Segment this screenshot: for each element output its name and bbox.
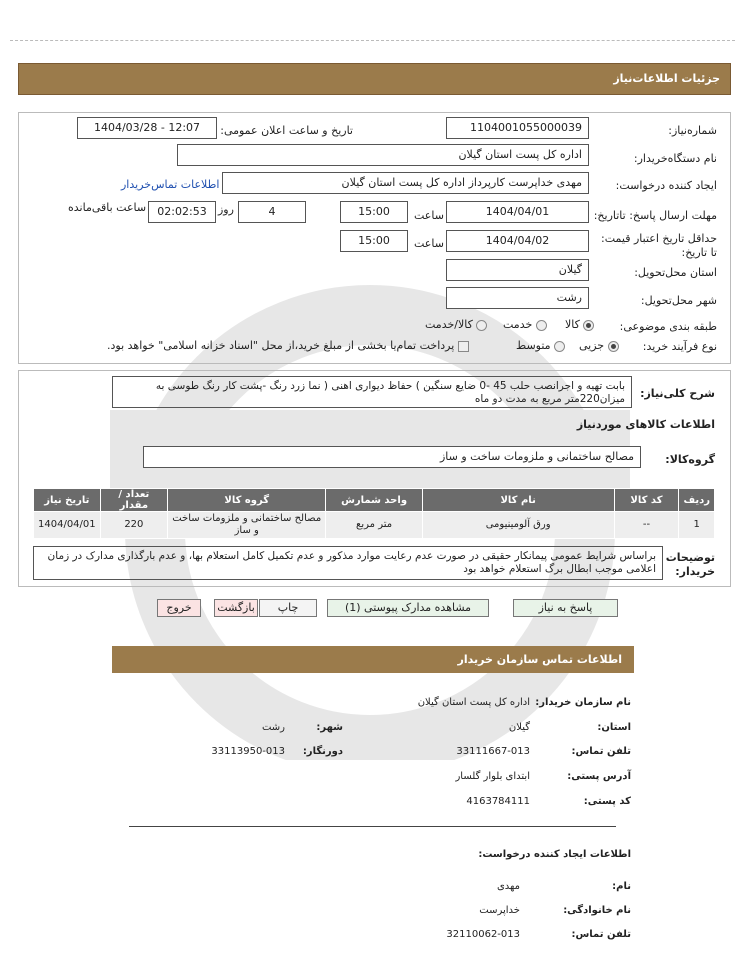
goods-table [33,488,715,539]
creator-label: ایجاد کننده درخواست: [615,179,717,192]
deadline-hour-label: ساعت [414,209,444,222]
exit-button[interactable]: خروج [157,599,201,617]
contact-postal-value: 4163784111 [466,796,530,807]
radio-icon [554,341,565,352]
cell-group: مصالح ساختمانی و ملزومات ساخت و ساز [168,512,326,539]
buyer-notes-field: براساس شرایط عمومی پیمانکار حقیقی در صورت عدم رعایت موارد مذکور و عدم تکمیل کامل استعلام بها، و عدم بارگذاری مدارک در زمان اعلامی موجب ابطال برگ استعلام خواهد بود [33,546,663,580]
contact-address-value: ابتدای بلوار گلسار [455,771,530,782]
back-button[interactable]: بازگشت [214,599,258,617]
remaining-label: ساعت باقی‌مانده [68,201,147,214]
radio-icon [476,320,487,331]
goods-info-label: اطلاعات کالاهای موردنیاز [576,418,715,431]
contact-header [112,646,634,673]
process-option-medium[interactable]: متوسط [516,339,565,352]
city-label: شهر محل‌تحویل: [640,294,717,307]
buyer-org-field: اداره کل پست استان گیلان [177,144,589,166]
col-name-header: نام کالا [422,489,614,512]
radio-selected-icon [583,320,594,331]
creator-info-title: اطلاعات ایجاد کننده درخواست: [478,849,631,860]
cell-qty: 220 [100,512,167,539]
category-label: طبقه بندی موضوعی: [619,320,717,333]
top-divider [10,40,735,41]
table-row [34,512,715,539]
contact-title: اطلاعات تماس سازمان خریدار [457,653,622,666]
contact-fax-label: دورنگار: [302,746,343,757]
city-field: رشت [446,287,589,309]
creator-name-label: نام: [612,881,631,892]
creator-family-label: نام خانوادگی: [563,905,631,916]
contact-fax-value: 33113950-013 [211,746,285,757]
validity-hour-label: ساعت [414,237,444,250]
announce-label: تاریخ و ساعت اعلان عمومی: [220,124,353,137]
col-unit-header: واحد شمارش [326,489,422,512]
cell-row: 1 [679,512,715,539]
contact-postal-label: کد پستی: [583,796,631,807]
view-documents-button[interactable]: مشاهده مدارک پیوستی (1) [327,599,489,617]
contact-phone-label: تلفن تماس: [571,746,631,757]
validity-time-field: 15:00 [340,230,408,252]
goods-group-label: گروه‌کالا: [665,453,715,466]
cell-name: ورق آلومینیومی [422,512,614,539]
details-title: جزئیات اطلاعات‌نیاز [613,72,720,85]
process-option-minor[interactable]: جزیی [579,339,619,352]
print-button[interactable]: چاپ [259,599,317,617]
need-number-field: 1104001055000039 [446,117,589,139]
announce-field: 1404/03/28 - 12:07 [77,117,217,139]
creator-phone-value: 32110062-013 [446,929,520,940]
radio-icon [536,320,547,331]
cell-unit: متر مربع [326,512,422,539]
cell-code: -- [614,512,679,539]
validity-label: حداقل تاریخ اعتبار قیمت: تا تاریخ: [601,232,717,259]
description-field: بابت تهیه و اجرانصب حلب 45 -0 ضایع سنگین ) حفاظ دیواری اهنی ( نما زرد رنگ -پشت کار رنگ طوسی به میزان220متر مربع به مدت دو ماه [112,376,632,408]
buyer-org-label: نام دستگاه‌خریدار: [633,152,717,165]
col-group-header: گروه کالا [168,489,326,512]
contact-divider [129,826,616,827]
contact-phone-value: 33111667-013 [456,746,530,757]
contact-city-value: رشت [261,722,285,733]
creator-family-value: خداپرست [479,905,520,916]
validity-date-field: 1404/04/02 [446,230,589,252]
days-label: روز [218,203,234,216]
need-number-label: شماره‌نیاز: [668,124,717,137]
buyer-contact-link[interactable]: اطلاعات تماس‌خریدار [121,178,220,191]
category-option-service[interactable]: خدمت [503,318,547,331]
goods-group-field: مصالح ساختمانی و ملزومات ساخت و ساز [143,446,641,468]
col-qty-header: تعداد / مقدار [100,489,167,512]
creator-field: مهدی خداپرست کارپرداز اداره کل پست استان گیلان [222,172,589,194]
details-header [18,63,731,95]
treasury-payment-option[interactable]: پرداخت تمام‌یا بخشی از مبلغ خرید،از محل "اسناد خزانه اسلامی" خواهد بود. [107,339,469,352]
contact-address-label: آدرس پستی: [567,771,631,782]
respond-button[interactable]: پاسخ به نیاز [513,599,618,617]
creator-phone-label: تلفن تماس: [571,929,631,940]
radio-selected-icon [608,341,619,352]
table-header-row [34,489,715,512]
org-value: اداره کل پست استان گیلان [417,697,530,708]
col-code-header: کد کالا [614,489,679,512]
org-label: نام سازمان خریدار: [535,697,631,708]
deadline-date-field: 1404/04/01 [446,201,589,223]
category-option-both[interactable]: کالا/خدمت [425,318,487,331]
col-date-header: تاریخ نیاز [34,489,101,512]
col-row-header: ردیف [679,489,715,512]
remaining-time-field: 02:02:53 [148,201,216,223]
deadline-label: مهلت ارسال پاسخ: تاتاریخ: [593,209,717,222]
creator-name-value: مهدی [496,881,520,892]
buyer-notes-label: توضیحات خریدار: [665,551,715,578]
contact-province-label: استان: [597,722,631,733]
checkbox-icon [458,341,469,352]
deadline-time-field: 15:00 [340,201,408,223]
province-field: گیلان [446,259,589,281]
cell-date: 1404/04/01 [34,512,101,539]
description-label: شرح کلی‌نیاز: [640,387,715,400]
days-field: 4 [238,201,306,223]
category-option-goods[interactable]: کالا [565,318,594,331]
contact-city-label: شهر: [316,722,343,733]
contact-province-value: گیلان [508,722,530,733]
process-label: نوع فرآیند خرید: [642,340,717,353]
province-label: استان محل‌تحویل: [634,266,717,279]
